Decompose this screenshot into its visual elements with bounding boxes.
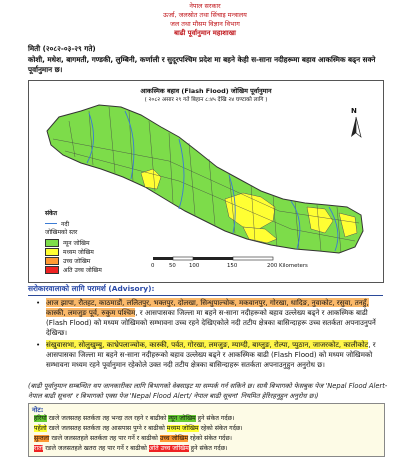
map-title: आकस्मिक बहाव (Flash Flood) जोखिम पूर्वानुमान bbox=[140, 87, 272, 95]
header-line-1: नेपाल सरकार bbox=[189, 2, 221, 10]
scale-bar bbox=[153, 257, 273, 260]
risk-map bbox=[28, 80, 384, 283]
legend-title: संकेत bbox=[45, 210, 58, 217]
note-risk-label: न्यून जोखिम bbox=[168, 415, 196, 422]
advisory-bullet-2-body: , र आसपासका जिल्ला मा बहने स-साना नदीहरूको बहाव उल्लेख्य बढ्ने र आकस्मिक बाढी (Flash Flood) को मध्यम जोखिमको सम्भावना मध्यम रहने पूर्वानुमान रहेकोले उक्त नदी तटीय क्षेत्रका बासिन्दाहरू सतर्कता अपनाउनुहुन अनुरोध छ। bbox=[46, 340, 376, 369]
note-risk-label: उच्च जोखिम bbox=[159, 435, 189, 442]
river-line-icon bbox=[45, 223, 57, 224]
advisory-bullet-1-body: , र आसपासका जिल्ला मा बहने स-साना नदीहरूको बहाव उल्लेख्य बढ्ने र आकस्मिक बाढी (Flash Flood) को मध्यम जोखिमको सम्भावना उच्च रहने देखिएकोले नदी तटीय क्षेत्रका बासिन्दाहरू उच्च सतर्कता अपनाउनुपर्ने देखिन्छ। bbox=[46, 308, 376, 337]
legend-swatch-high bbox=[45, 257, 59, 265]
advisory-heading: सरोकारवालाको लागि परामर्श (Advisory): bbox=[28, 283, 383, 296]
note-risk-label: मध्यम जोखिम bbox=[166, 425, 199, 432]
note-box bbox=[28, 403, 385, 457]
legend-item-high bbox=[45, 256, 102, 265]
note-heading: नोट: bbox=[32, 406, 44, 414]
bullet-icon: • bbox=[36, 298, 41, 307]
header-line-3: जल तथा मौसम विज्ञान विभाग bbox=[170, 20, 240, 28]
note-text: रङले जलसतह सतर्कता तह आसपास पुग्ने र बाढीको bbox=[46, 425, 167, 432]
legend-river-label: नदी bbox=[61, 220, 70, 228]
advisory-bullet-2-districts: संखुवासभा, सोलुखुम्बु, काभ्रेपलाञ्चोक, कास्की, पर्वत, गोरखा, लमजुङ, म्याग्दी, बाग्लुङ, रोल्पा, प्युठान, जाजरकोट, कालीकोट bbox=[46, 340, 369, 349]
note-text: रङले जलसतह सतर्कता तह भन्दा तल रहने र बाढीको bbox=[46, 415, 169, 422]
forecast-date: मिती (२०८२-०३-२९ गते) bbox=[28, 44, 96, 53]
note-color-word: रातो bbox=[34, 445, 44, 452]
advisory-bullet-1-districts: आज झापा, रौतहट, काठमाडौं, ललितपुर, भक्तपुर, दोलखा, सिन्धुपाल्चोक, मकवानपुर, गोरखा, धादिङ, नुवाकोट, रसुवा, तनहुँ, कास्की, लमजुङ पूर्व, रुकुम पश्चिम bbox=[46, 298, 369, 317]
forecast-intro: कोशी, मधेश, बागमती, गण्डकी, लुम्बिनी, कर्णाली र सुदूरपश्चिम प्रदेश मा बहने केही स-साना नदीहरूमा बहाव आकस्मिक बढ्न सक्ने पूर्वानुमान छ। bbox=[28, 55, 376, 74]
note-text: हुने संकेत गर्दछ। bbox=[195, 415, 235, 422]
advisory-bullet-2-text bbox=[46, 340, 382, 370]
map-legend bbox=[45, 209, 102, 274]
legend-label-medium: मध्यम जोखिम bbox=[63, 248, 94, 256]
scale-label-100: 100 bbox=[189, 263, 200, 269]
info-note: (बाढी पूर्वानुमान सम्बन्धित थप जानकारीका लागि बिभागको वेबसाइट मा सम्पर्क गर्न सकिने छ। साथै बिभागको फेसबुक पेज 'Nepal Flood Alert-नेपाल बाढी सूचना' र बिभागको एक्स पेज 'Nepal Flood Alert/ नेपाल बाढी सूचना' नियमित हेरिरहनुहुन अनुरोध छ।) bbox=[28, 382, 388, 400]
legend-label-very-high: अति उच्च जोखिम bbox=[63, 266, 102, 274]
advisory-bullet-1-text bbox=[46, 298, 382, 338]
note-text: रहेको संकेत गर्दछ। bbox=[198, 425, 243, 432]
note-text: रहेको संकेत गर्दछ। bbox=[188, 435, 233, 442]
legend-swatch-very-high bbox=[45, 266, 59, 274]
note-row-orange bbox=[34, 434, 232, 443]
legend-label-low: न्यून जोखिम bbox=[63, 239, 90, 247]
north-label: N bbox=[351, 107, 357, 115]
scale-label-200: 200 Kilometers bbox=[267, 263, 308, 269]
note-color-word: हरियो bbox=[34, 415, 47, 422]
legend-swatch-medium bbox=[45, 248, 59, 256]
note-color-word: सुन्तला bbox=[34, 435, 50, 442]
bullet-icon: • bbox=[36, 340, 41, 349]
scale-label-150: 150 bbox=[227, 263, 238, 269]
legend-item-medium bbox=[45, 247, 102, 256]
note-row-yellow bbox=[34, 424, 243, 433]
note-color-word: पहेंलो bbox=[34, 425, 47, 432]
legend-river bbox=[45, 219, 102, 228]
note-text: रङले जलसतहले सतर्कता तह पार गर्ने र बाढीको bbox=[49, 435, 160, 442]
scale-label-50: 50 bbox=[169, 263, 176, 269]
legend-label-high: उच्च जोखिम bbox=[63, 257, 91, 265]
note-text: हुने संकेत गर्दछ। bbox=[188, 445, 228, 452]
scale-label-0: 0 bbox=[151, 263, 155, 269]
header bbox=[0, 2, 410, 38]
note-row-green bbox=[34, 414, 234, 423]
header-line-4: बाढी पूर्वानुमान महाशाखा bbox=[174, 29, 236, 37]
header-line-2: ऊर्जा, जलस्रोत तथा सिंचाइ मन्त्रालय bbox=[163, 11, 247, 19]
legend-heading: जोखिमको स्तर bbox=[45, 229, 78, 236]
north-arrow-icon bbox=[351, 117, 361, 137]
legend-swatch-low bbox=[45, 239, 59, 247]
legend-item-low bbox=[45, 238, 102, 247]
note-row-red bbox=[34, 444, 227, 453]
map-subtitle: ( २०८२ असार २९ गते बिहान ८:४५ देखि २४ घण्टाको लागि ) bbox=[144, 97, 268, 103]
note-text: रङले जलसतहले खतरा तह पार गर्ने र बाढीको bbox=[43, 445, 149, 452]
note-risk-label: अति उच्च जोखिम bbox=[148, 445, 189, 452]
legend-item-very-high bbox=[45, 265, 102, 274]
